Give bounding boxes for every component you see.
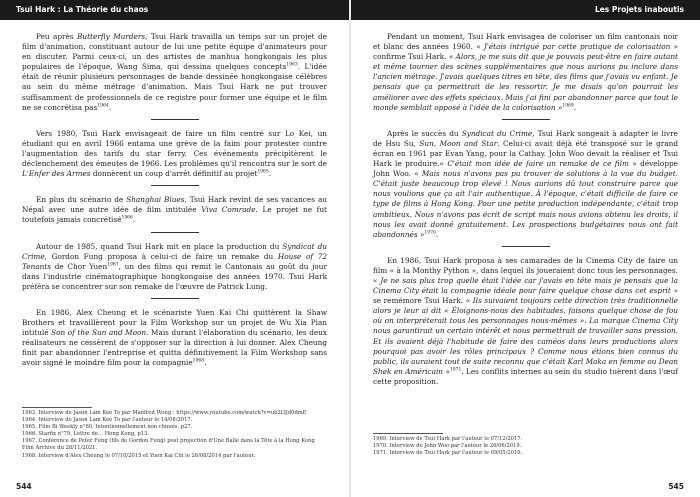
- footnote: 1970. Interview de John Woo par l'auteur le 26/06/2019.: [373, 443, 522, 450]
- italic-text: Son of the Sun and Moon: [51, 328, 147, 338]
- right-page: [351, 0, 700, 497]
- italic-text: Alors, je me suis dit que je pouvais peut-être en faire autant et même tourner des scènes supplémentaires que nous aurions pu inclure dans l'ancien métrage. J'avais quelques titres en tête, des films que j'avais vu enfant. Je pensais que ça permettrait de les ressortir. Je me disais qu'on pourrait les améliorer avec des effets spéciaux. Mais j'ai fini par abandonner parce que tout le monde semblait opposé à l'idée de la colorisation: [373, 52, 678, 112]
- footnote-reference[interactable]: 1969: [562, 103, 574, 109]
- italic-text: L'Enfer des Armes: [22, 169, 91, 179]
- italic-text: Syndicat du Crime: [22, 241, 327, 261]
- italic-text: House of 72 Tenants: [22, 251, 327, 271]
- left-footnotes: [22, 407, 327, 460]
- italic-text: Je ne sais plus trop quelle était l'idée car j'avais en tête mais je pensais que la Cinema City était la compagnie idéale pour faire quelque chose dans cet esprit: [373, 275, 678, 296]
- left-running-header: [0, 0, 349, 20]
- italic-text: Sun, Moon and Star: [419, 138, 498, 148]
- footnote: 1965. Film Bi Weekly n°60, Intentionnellement non chinois, p27.: [22, 424, 193, 431]
- footnote: 1968. Interview d'Alex Cheung le 07/10/2015 et Yuen Kai Chi le 26/08/2014 par l'auteur.: [22, 452, 256, 459]
- footnote-reference[interactable]: 1967: [107, 262, 119, 268]
- left-page: [0, 0, 349, 497]
- footnote-reference[interactable]: 1968: [192, 359, 205, 365]
- left-paragraph: Autour de 1985, quand Tsui Hark mit en place la production du Syndicat du Crime, Gordon Fung proposa à celui-ci de faire un remake du House of 72 Tenants de Chor Yuen$^{1967}$, un des films qui remit le Cantonais au goût du jour dans l'industrie cinématographique hongkongaise des années 1970. Tsui Hark préféra se concentrer sur son remake de l'œuvre de Patrick Lung.: [22, 241, 327, 291]
- section-separator: [151, 185, 199, 186]
- right-paragraph: En 1986, Tsui Hark proposa à ses camarades de la Cinema City de faire un film « à la Monthy Python », dans lequel ils joueraient donc tous les personnages. « Je ne sais plus trop quelle était l'idée car j'avais en tête mais je pensais que la Cinema City était la compagnie idéale pour faire quelque chose dans cet esprit » se remémore Tsui Hark. « Ils suivaient toujours cette direction très traditionnelle alors je leur ai dit « Éloignons-nous des habitudes, faisons quelque chose de fou où on interpréterait tous les personnages nous-mêmes ». La marque Cinema City nous garantirait un certain intérêt et nous permettrait de travailler sans pression. Et ils avaient déjà l'habitude de faire des caméos dans leurs productions alors pourquoi pas avoir les rôles principaux ? Comme nous étions bien connus du public, ils auraient tout de suite reconnu que c'était Karl Maka en femme ou Dean Shek en Américain »$^{1971}$. Les conflits internes au sein du studio tuèrent dans l'œuf cette proposition.: [373, 255, 678, 386]
- footnote-reference[interactable]: 1965: [257, 169, 269, 175]
- italic-text: J'étais intrigué par cette pratique de colorisation: [483, 42, 671, 52]
- italic-text: Syndicat du Crime: [461, 128, 533, 138]
- footnote-reference[interactable]: 1971: [449, 367, 462, 373]
- section-separator: [151, 119, 199, 120]
- section-separator: [151, 232, 199, 233]
- right-paragraph: Après le succès du Syndicat du Crime, Tsui Hark songeait à adapter le livre de Hsu Su, Sun, Moon and Star. Celui-ci avait déjà été transposé sur le grand écran en 1961 par Evan Yang, pour la Cathay. John Woo devait la réaliser et Tsui Hark le produire.« C'était mon idée de faire un remake de ce film » développe John Woo. « Mais nous n'avons pas pu trouver de solutions à la vue du budget. C'était juste beaucoup trop élevé ! Nous aurions dû tout construire parce que nous voulions que ça ait l'air authentique. À l'époque, c'était difficile de faire ce type de films à Hong Kong. Pour une petite production indépendante, c'était trop ambitieux. Nous n'avons pas écrit de script mais nous avions obtenu les droits, il nous les avait donné gratuitement. Les prospections budgétaires nous ont fait abandonnés »$^{1970}$.: [373, 128, 678, 239]
- left-header-title: Tsui Hark : La Théorie du chaos: [16, 5, 149, 14]
- left-body: [22, 32, 327, 375]
- italic-text: Ils suivaient toujours cette direction très traditionnelle alors je leur ai dit « Éloignons-nous des habitudes, faisons quelque chose de fou où on interpréterait tous les personnages nous-mêmes ». La marque Cinema City nous garantirait un certain intérêt et nous permettrait de travailler sans pression. Et ils avaient déjà l'habitude de faire des caméos dans leurs productions alors pourquoi pas avoir les rôles principaux ? Comme nous étions bien connus du public, ils auraient tout de suite reconnu que c'était Karl Maka en femme ou Dean Shek en Américain: [373, 296, 678, 376]
- right-body: [373, 32, 678, 393]
- footnote: 1969. Interview de Tsui Hark par l'auteur le 07/12/2017.: [373, 436, 523, 442]
- italic-text: C'était mon idée de faire un remake de ce film: [447, 159, 629, 169]
- footnote-rule: [373, 433, 443, 434]
- right-footnotes: [373, 433, 678, 457]
- footnote: 1964. Interview de Jason Lam Kee To par l'auteur le 14/08/2017.: [22, 417, 193, 424]
- section-separator: [151, 298, 199, 299]
- footnote-rule: [22, 407, 92, 408]
- right-header-title: Les Projets inaboutis: [594, 5, 684, 14]
- footnote: 1967. Conférence de Peter Fung (fils de Gordon Fung) post projection d'Une Balle dans la Tête à la Hong Kong Film Archive du 28/11/2021.: [22, 438, 315, 452]
- italic-text: Shanghai Blues: [126, 195, 185, 205]
- italic-text: Mais nous n'avons pas pu trouver de solutions à la vue du budget. C'était juste beaucoup trop élevé ! Nous aurions dû tout construire parce que nous voulions que ça ait l'air authentique. À l'époque, c'était difficile de faire ce type de films à Hong Kong. Pour une petite production indépendante, c'était trop ambitieux. Nous n'avons pas écrit de script mais nous avions obtenu les droits, il nous les avait donné gratuitement. Les prospections budgétaires nous ont fait abandonnés: [373, 169, 678, 239]
- footnote-reference[interactable]: 1970: [424, 230, 436, 236]
- right-paragraph: Pendant un moment, Tsui Hark envisagea de coloriser un film cantonais noir et blanc des années 1960. « J'étais intrigué par cette pratique de colorisation » confirme Tsui Hark. « Alors, je me suis dit que je pouvais peut-être en faire autant et même tourner des scènes supplémentaires que nous aurions pu inclure dans l'ancien métrage. J'avais quelques titres en tête, des films que j'avais vu enfant. Je pensais que ça permettrait de les ressortir. Je me disais qu'on pourrait les améliorer avec des effets spéciaux. Mais j'ai fini par abandonner parce que tout le monde semblait opposé à l'idée de la colorisation »$^{1969}$.: [373, 32, 678, 112]
- left-paragraph: En 1986, Alex Cheung et le scénariste Yuen Kai Chi quittèrent la Shaw Brothers et travaillèrent pour la Film Workshop sur un projet de Wu Xia Pian intitulé Son of the Sun and Moon. Mais durant l'élaboration du scénario, les deux réalisateurs ne cessèrent de s'opposer sur la direction à lui donner. Alex Cheung finit par abandonner l'entreprise et quitta définitivement la Film Workshop sans avoir signé le moindre film pour la compagnie$^{1968}$.: [22, 307, 327, 368]
- right-page-number: 545: [668, 482, 684, 491]
- section-separator: [502, 119, 550, 120]
- footnote: 1966. Starfix n°79, Lettre de… Hong Kong, p13.: [22, 431, 150, 438]
- left-paragraph: Vers 1980, Tsui Hark envisageait de faire un film centré sur Lo Kei, un étudiant qui en avril 1966 entama une grève de la faim pour protester contre l'augmentation des tarifs du star ferry. Ces événements précipitèrent le déclenchement des émeutes de 1966. Les problèmes qu'il rencontra sur le sort de L'Enfer des Armes donnèrent un coup d'arrêt définitif au projet$^{1965}$.: [22, 128, 327, 179]
- footnote: 1971. Interview de Tsui Hark par l'auteur le 09/05/2019.: [373, 450, 523, 457]
- italic-text: Butterfly Murders: [77, 32, 146, 41]
- left-paragraph: Peu après Butterfly Murders, Tsui Hark travailla un temps sur un projet de film d'animation, constituant autour de lui une petite équipe d'animateurs pour en discuter. Parmi ceux-ci, un des artistes de manhua hongkongais les plus populaires de l'époque, Wang Sima, qui dessina quelques concepts$^{1963}$. L'idée était de réunir plusieurs personnages de bande dessinée hongkongaise célèbres au sein du même métrage d'animation. Mais Tsui Hark ne put trouver suffisamment de professionnels de ce registre pour former une équipe et le film ne se concrétisa pas$^{1964}$.: [22, 32, 327, 112]
- footnote: 1963. Interview de Jason Lam Kee To par Manfred Wong : https://www.youtube.com/watch?v=ub2l3Jd0dmE: [22, 410, 307, 416]
- left-page-number: 544: [16, 482, 32, 491]
- footnote-reference[interactable]: 1963: [286, 62, 298, 68]
- italic-text: Viva Comrade: [201, 205, 256, 215]
- right-running-header: [351, 0, 700, 20]
- footnote-reference[interactable]: 1964: [97, 103, 109, 109]
- section-separator: [502, 246, 550, 247]
- left-paragraph: En plus du scénario de Shanghai Blues, Tsui Hark revint de ses vacances au Népal avec une autre idée de film intitulée Viva Comrade. Le projet ne fut toutefois jamais concrétisé$^{1966}$.: [22, 195, 327, 225]
- footnote-reference[interactable]: 1966: [121, 215, 133, 221]
